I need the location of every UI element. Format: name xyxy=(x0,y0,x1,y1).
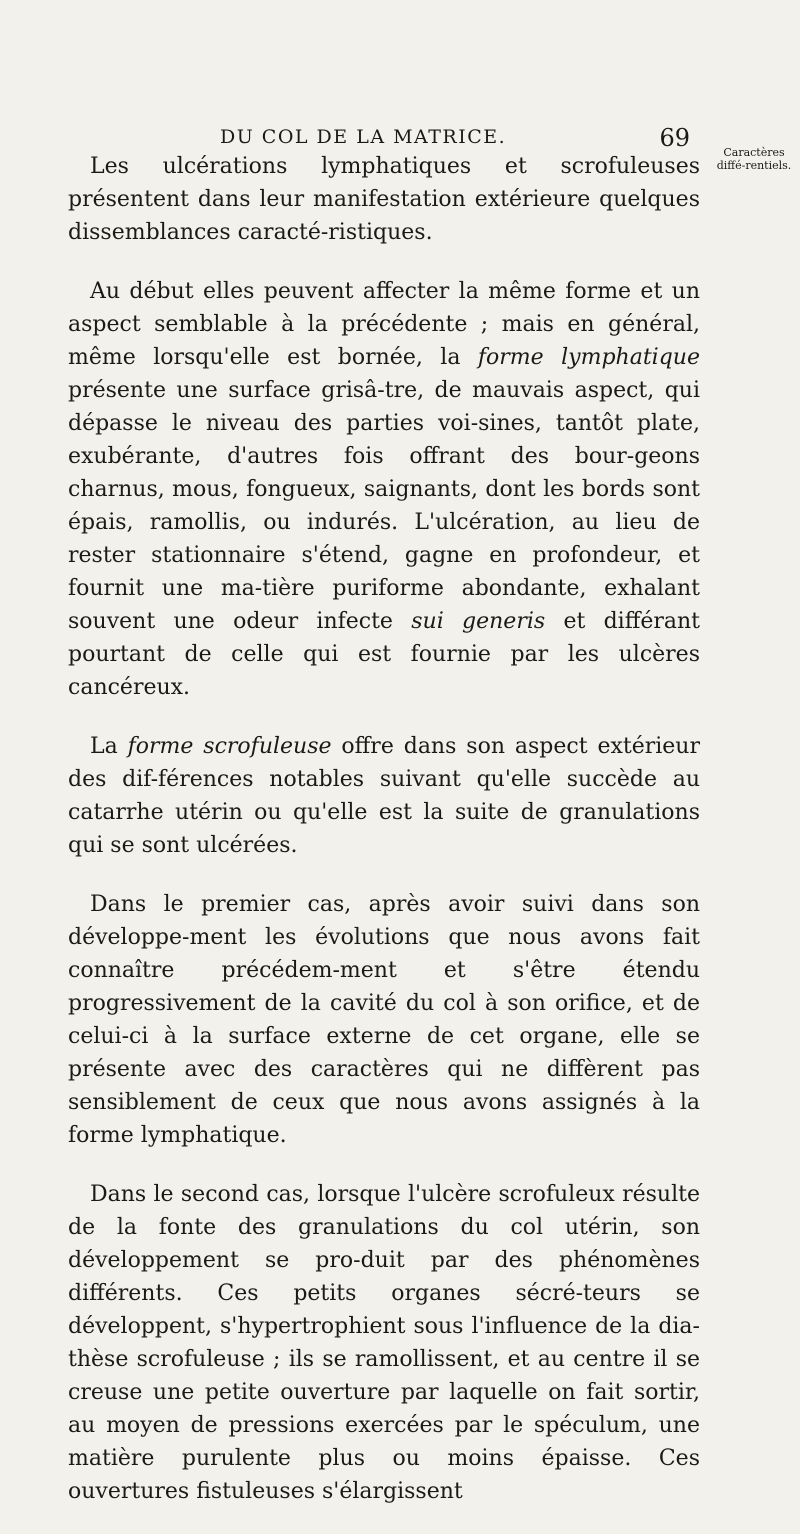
running-title: DU COL DE LA MATRICE. xyxy=(220,126,507,148)
body-text xyxy=(68,150,700,1534)
text-run: Au début elles peuvent affecter la même forme et un aspect semblable à la précédente ; mais en général, même lorsqu'elle est bornée, la xyxy=(68,279,700,370)
text-run: offre dans son aspect extérieur des dif-férences notables suivant qu'elle succède au catarrhe utérin ou qu'elle est la suite de granulations qui se sont ulcérées. xyxy=(68,734,700,858)
text-run: Dans le second cas, lorsque l'ulcère scrofuleux résulte de la fonte des granulations du col utérin, son développement se pro-duit par des phénomènes différents. Ces petits organes sécré-teurs se développent, s'hypertrophient sous l'influence de la dia-thèse scrofuleuse ; ils se ramollissent, et au centre il se creuse une petite ouverture par laquelle on fait sortir, au moyen de pressions exercées par le spéculum, une matière purulente plus ou moins épaisse. Ces ouvertures fistuleuses s'élargissent xyxy=(68,1182,700,1504)
page-number: 69 xyxy=(659,124,690,152)
margin-note: Caractères diffé-rentiels. xyxy=(716,146,792,172)
italic-text: sui generis xyxy=(411,609,546,634)
paragraph xyxy=(68,888,700,1152)
paragraph xyxy=(68,275,700,704)
paragraph xyxy=(68,1178,700,1508)
text-run: Dans le premier cas, après avoir suivi dans son développe-ment les évolutions que nous avons fait connaître précédem-ment et s'être étendu progressivement de la cavité du col à son orifice, et de celui-ci à la surface externe de cet organe, elle se présente avec des caractères qui ne diffèrent pas sensiblement de ceux que nous avons assignés à la forme lymphatique. xyxy=(68,892,700,1148)
italic-text: forme lymphatique xyxy=(477,345,700,370)
text-run: Les ulcérations lymphatiques et scrofuleuses présentent dans leur manifestation extérieure quelques dissemblances caracté-ristiques. xyxy=(68,154,700,245)
text-run: et différant pourtant de celle qui est fournie par les ulcères cancéreux. xyxy=(68,609,701,700)
paragraph xyxy=(68,730,700,862)
paragraph xyxy=(68,150,700,249)
text-run: présente une surface grisâ-tre, de mauvais aspect, qui dépasse le niveau des parties voi-sines, tantôt plate, exubérante, d'autres fois offrant des bour-geons charnus, mous, fongueux, saignants, dont les bords sont épais, ramollis, ou indurés. L'ulcération, au lieu de rester stationnaire s'étend, gagne en profondeur, et fournit une ma-tière puriforme abondante, exhalant souvent une odeur infecte xyxy=(68,378,700,634)
italic-text: forme scrofuleuse xyxy=(127,734,332,759)
text-run: La xyxy=(90,734,128,759)
